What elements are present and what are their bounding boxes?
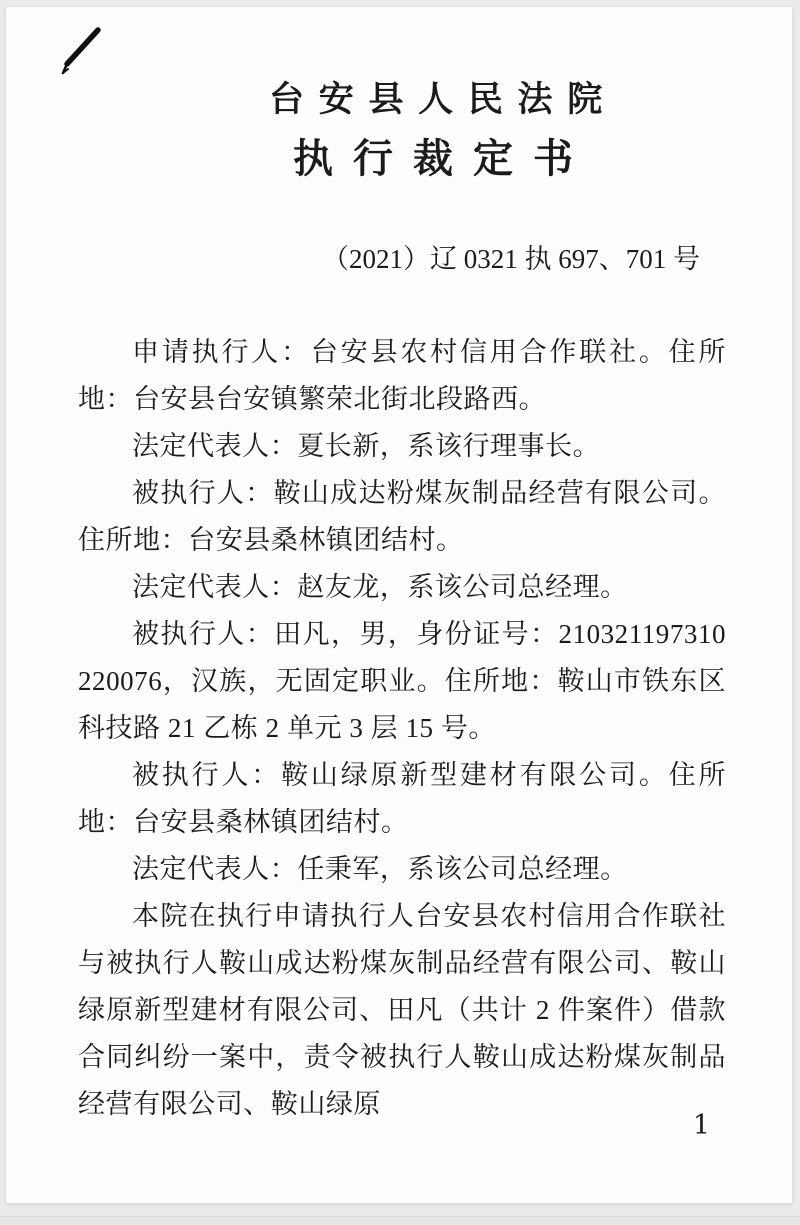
court-name: 台安县人民法院 — [269, 80, 617, 119]
paragraph-applicant: 申请执行人：台安县农村信用合作联社。住所地：台安县台安镇繁荣北街北段路西。 — [78, 337, 726, 414]
paragraph-respondent-2: 被执行人：田凡，男，身份证号：210321197310220076，汉族，无固定职业。住所地：鞍山市铁东区科技路 21 乙栋 2 单元 3 层 15 号。 — [78, 619, 726, 743]
case-number: （2021）辽 0321 执 697、701 号 — [322, 244, 700, 274]
pen-stroke-icon — [54, 17, 114, 79]
document-title: 执行裁定书 — [293, 136, 593, 181]
paragraph-legal-rep-1: 法定代表人：夏长新，系该行理事长。 — [132, 431, 601, 461]
page-number: 1 — [692, 1110, 710, 1141]
document-page — [6, 7, 792, 1203]
scan-edge-shadow — [0, 1216, 800, 1225]
paragraph-legal-rep-2: 法定代表人：赵友龙，系该公司总经理。 — [132, 572, 628, 602]
paragraph-legal-rep-3: 法定代表人：任秉军，系该公司总经理。 — [132, 854, 628, 884]
paragraph-case-summary: 本院在执行申请执行人台安县农村信用合作联社与被执行人鞍山成达粉煤灰制品经营有限公司、鞍山绿原新型建材有限公司、田凡（共计 2 件案件）借款合同纠纷一案中，责令被执行人鞍山成达粉煤灰制品经营有限公司、鞍山绿原 — [78, 901, 726, 1119]
paragraph-respondent-1: 被执行人：鞍山成达粉煤灰制品经营有限公司。住所地：台安县桑林镇团结村。 — [78, 478, 726, 555]
document-body — [6, 329, 792, 1128]
paragraph-respondent-3: 被执行人：鞍山绿原新型建材有限公司。住所地：台安县桑林镇团结村。 — [78, 760, 726, 837]
